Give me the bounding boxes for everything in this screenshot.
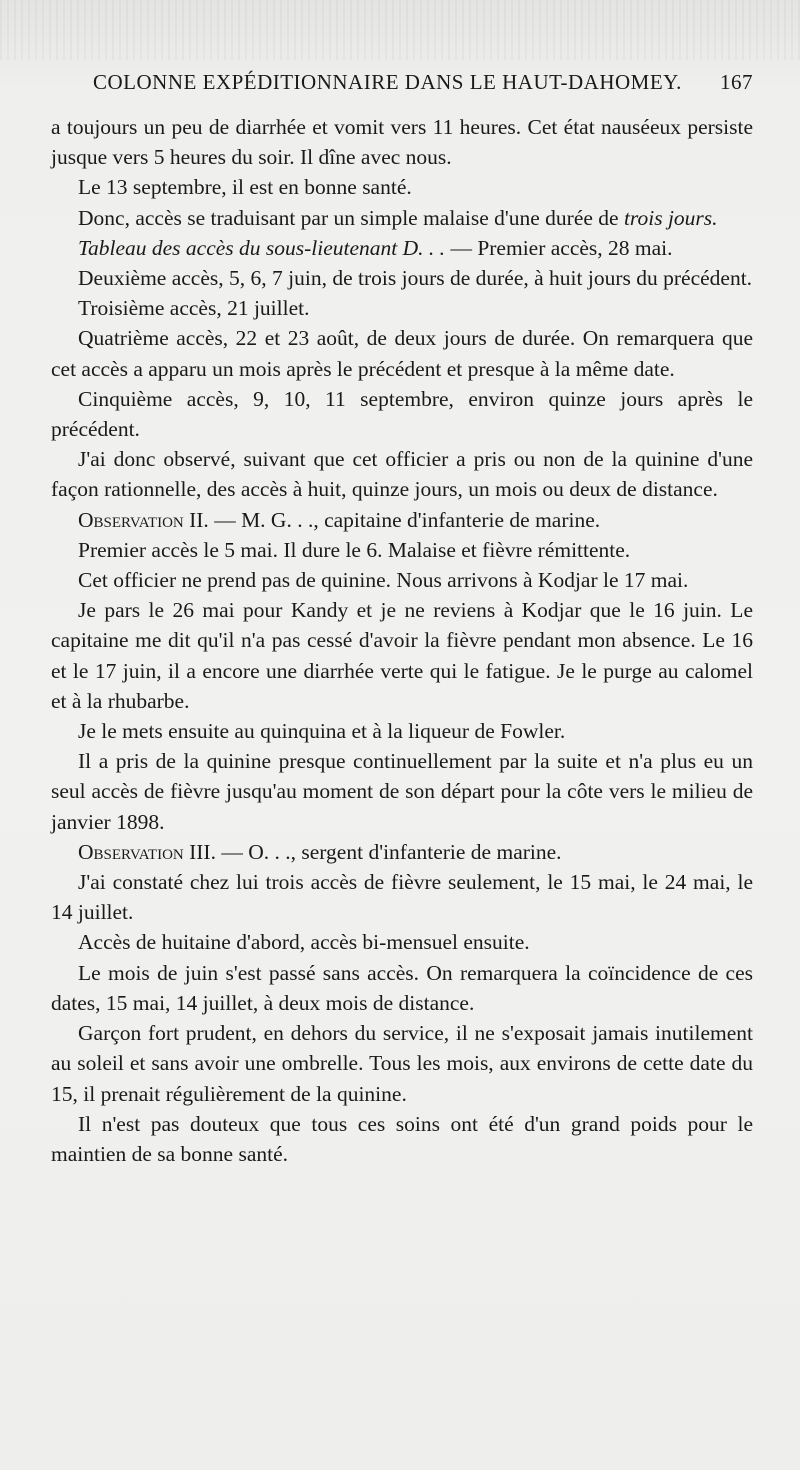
paragraph — [51, 444, 753, 504]
paragraph — [51, 263, 753, 293]
paragraph — [51, 1109, 753, 1169]
italic-heading: Tableau des accès du sous-lieutenant D. . . — [78, 235, 446, 260]
paragraph-text: Quatrième accès, 22 et 23 août, de deux jours de durée. On remarquera que cet accès a apparu un mois après le précédent et presque à la même date. — [51, 326, 753, 381]
running-title: COLONNE EXPÉDITIONNAIRE DANS LE HAUT-DAHOMEY. — [93, 70, 682, 94]
italic-phrase: trois jours. — [623, 205, 718, 230]
body-text — [51, 112, 753, 1169]
paragraph — [51, 203, 753, 233]
paragraph-text: J'ai constaté chez lui trois accès de fièvre seulement, le 15 mai, le 24 mai, le 14 juillet. — [51, 870, 753, 925]
paragraph — [51, 565, 753, 595]
paragraph-text: Accès de huitaine d'abord, accès bi-mensuel ensuite. — [78, 930, 530, 955]
paragraph — [51, 927, 753, 957]
paragraph-text: Cet officier ne prend pas de quinine. Nous arrivons à Kodjar le 17 mai. — [78, 568, 689, 593]
paragraph — [51, 867, 753, 927]
paragraph-text: Je pars le 26 mai pour Kandy et je ne reviens à Kodjar que le 16 juin. Le capitaine me dit qu'il n'a pas cessé d'avoir la fièvre pendant mon absence. Le 16 et le 17 juin, il a encore une diarrhée verte qui le fatigue. Je le purge au calomel et à la rhubarbe. — [51, 598, 753, 713]
paragraph — [51, 293, 753, 323]
paragraph-text: Il a pris de la quinine presque continuellement par la suite et n'a plus eu un seul accès de fièvre jusqu'au moment de son départ pour la côte vers le milieu de janvier 1898. — [51, 749, 753, 834]
paragraph-text: Le 13 septembre, il est en bonne santé. — [78, 175, 412, 200]
paragraph-text: Il n'est pas douteux que tous ces soins ont été d'un grand poids pour le maintien de sa bonne santé. — [51, 1111, 753, 1166]
paragraph-text: Garçon fort prudent, en dehors du service, il ne s'exposait jamais inutilement au soleil et sans avoir une ombrelle. Tous les mois, aux environs de cette date du 15, il prenait régulièrement de la quinine. — [51, 1021, 753, 1106]
running-header — [93, 70, 753, 95]
observation-heading: Observation II. — [78, 507, 209, 532]
paragraph — [51, 595, 753, 716]
paragraph-text: Troisième accès, 21 juillet. — [78, 296, 310, 321]
paragraph-text: J'ai donc observé, suivant que cet officier a pris ou non de la quinine d'une façon rationnelle, des accès à huit, quinze jours, un mois ou deux de distance. — [51, 447, 753, 502]
paragraph — [51, 716, 753, 746]
paragraph-text: — M. G. . ., capitaine d'infanterie de marine. — [208, 507, 601, 532]
paragraph-text: Le mois de juin s'est passé sans accès. On remarquera la coïncidence de ces dates, 15 mai, 14 juillet, à deux mois de distance. — [51, 960, 753, 1015]
paragraph — [51, 505, 753, 535]
paragraph-text: a toujours un peu de diarrhée et vomit vers 11 heures. Cet état nauséeux persiste jusque vers 5 heures du soir. Il dîne avec nous. — [51, 115, 753, 170]
paragraph-text: Deuxième accès, 5, 6, 7 juin, de trois jours de durée, à huit jours du précédent. — [78, 266, 753, 291]
paragraph-text: — Premier accès, 28 mai. — [445, 235, 673, 260]
paragraph-text: Cinquième accès, 9, 10, 11 septembre, environ quinze jours après le précédent. — [51, 386, 753, 442]
paragraph — [51, 384, 753, 444]
paragraph — [51, 323, 753, 383]
scan-edge-texture — [0, 0, 800, 60]
paragraph-text: Je le mets ensuite au quinquina et à la liqueur de Fowler. — [78, 719, 566, 744]
paragraph — [51, 837, 753, 867]
paragraph — [51, 112, 753, 172]
paragraph — [51, 746, 753, 837]
paragraph — [51, 535, 753, 565]
page-number: 167 — [720, 70, 753, 94]
observation-heading: Observation III. — [78, 839, 216, 864]
paragraph — [51, 1018, 753, 1109]
paragraph-text: Premier accès le 5 mai. Il dure le 6. Malaise et fièvre rémittente. — [78, 537, 631, 562]
paragraph — [51, 233, 753, 263]
paragraph — [51, 172, 753, 202]
paragraph-text: — O. . ., sergent d'infanterie de marine. — [215, 839, 562, 864]
paragraph-text: Donc, accès se traduisant par un simple malaise d'une durée de — [78, 205, 624, 230]
paragraph — [51, 958, 753, 1018]
